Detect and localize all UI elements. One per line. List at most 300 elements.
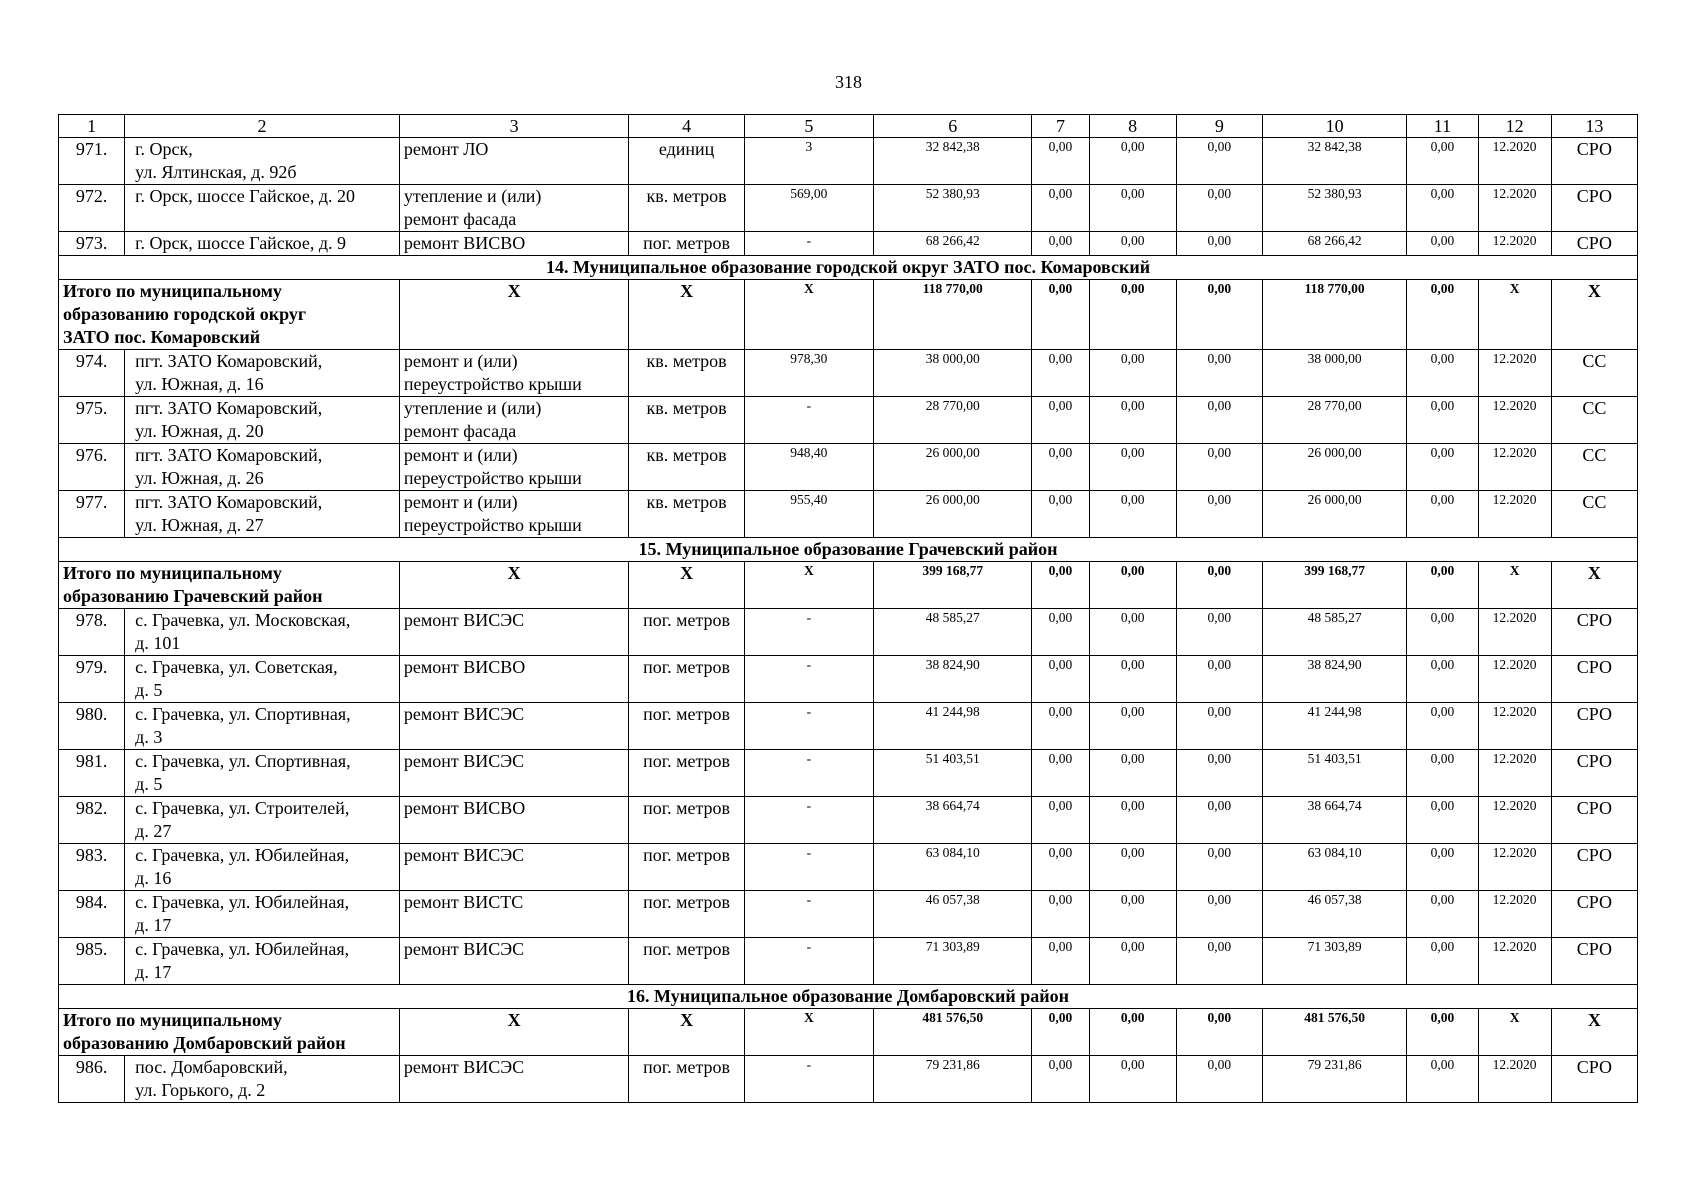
work-type-line: ремонт и (или) [403,351,518,371]
work-type-line: утепление и (или) [403,186,542,206]
address-line: д. 3 [135,727,163,747]
amount-cell: 0,00 [1407,750,1478,797]
table-row [59,232,1638,256]
method-cell: СРО [1551,232,1637,256]
work-type-cell [399,1056,629,1103]
unit-cell: кв. метров [629,350,744,397]
row-number: 978. [59,609,125,656]
address-cell [125,891,400,938]
address-line: г. Орск, шоссе Гайское, д. 20 [135,186,356,206]
address-line: с. Грачевка, ул. Строителей, [135,798,350,818]
table-row [59,138,1638,185]
unit-cell: пог. метров [629,656,744,703]
address-line: ул. Южная, д. 16 [135,374,264,394]
address-line: пгт. ЗАТО Комаровский, [135,492,323,512]
address-line: д. 5 [135,774,163,794]
method-cell: X [1551,562,1637,609]
amount-cell: 0,00 [1407,444,1478,491]
amount-cell: 0,00 [1407,491,1478,538]
work-type-cell [399,138,629,185]
total-row [59,1009,1638,1056]
work-type-line: ремонт ВИСЭС [403,939,525,959]
column-number: 11 [1407,115,1478,138]
work-type-cell [399,232,629,256]
quantity-cell: - [744,609,873,656]
amount-cell: 0,00 [1176,703,1262,750]
quantity-cell: - [744,232,873,256]
address-line: пгт. ЗАТО Комаровский, [135,351,323,371]
table-row [59,750,1638,797]
total-label [59,562,400,609]
deadline-cell: 12.2020 [1478,185,1551,232]
address-cell [125,350,400,397]
unit-cell: пог. метров [629,232,744,256]
unit-cell: пог. метров [629,797,744,844]
deadline-cell: 12.2020 [1478,609,1551,656]
amount-cell: 0,00 [1089,656,1176,703]
amount-cell: 71 303,89 [1262,938,1406,985]
deadline-cell: 12.2020 [1478,656,1551,703]
deadline-cell: 12.2020 [1478,703,1551,750]
amount-cell: 0,00 [1407,609,1478,656]
amount-cell: 52 380,93 [874,185,1032,232]
amount-cell: 0,00 [1089,491,1176,538]
amount-cell: 48 585,27 [1262,609,1406,656]
amount-cell: 48 585,27 [874,609,1032,656]
amount-cell: 46 057,38 [1262,891,1406,938]
amount-cell: 0,00 [1407,797,1478,844]
row-number: 985. [59,938,125,985]
address-line: г. Орск, [135,139,193,159]
address-line: с. Грачевка, ул. Спортивная, [135,704,351,724]
row-number: 971. [59,138,125,185]
amount-cell: 32 842,38 [1262,138,1406,185]
unit-cell: кв. метров [629,397,744,444]
amount-cell: 79 231,86 [874,1056,1032,1103]
method-cell: СРО [1551,938,1637,985]
work-type-cell [399,750,629,797]
table-row [59,844,1638,891]
table-row [59,703,1638,750]
amount-cell: 28 770,00 [874,397,1032,444]
section-header-row [59,538,1638,562]
address-cell [125,444,400,491]
work-type-line: переустройство крыши [403,468,582,488]
amount-cell: 41 244,98 [874,703,1032,750]
column-number: 8 [1089,115,1176,138]
quantity-cell: - [744,844,873,891]
column-number-row [59,115,1638,138]
address-cell [125,397,400,444]
amount-cell: 0,00 [1089,703,1176,750]
amount-cell: 0,00 [1089,444,1176,491]
section-title: 15. Муниципальное образование Грачевский район [59,538,1638,562]
amount-cell: 26 000,00 [874,444,1032,491]
address-cell [125,797,400,844]
total-label-line: ЗАТО пос. Комаровский [63,327,261,347]
method-cell: СС [1551,491,1637,538]
quantity-cell: 955,40 [744,491,873,538]
amount-cell: 0,00 [1089,891,1176,938]
address-cell [125,232,400,256]
address-line: ул. Южная, д. 20 [135,421,264,441]
amount-cell: 0,00 [1032,350,1089,397]
table-row [59,1056,1638,1103]
work-type-cell: X [399,562,629,609]
amount-cell: 0,00 [1176,891,1262,938]
amount-cell: 0,00 [1176,562,1262,609]
column-number: 7 [1032,115,1089,138]
amount-cell: 68 266,42 [1262,232,1406,256]
amount-cell: 0,00 [1407,844,1478,891]
address-cell [125,609,400,656]
amount-cell: 0,00 [1176,1056,1262,1103]
quantity-cell: X [744,280,873,350]
quantity-cell: - [744,891,873,938]
amount-cell: 118 770,00 [1262,280,1406,350]
amount-cell: 0,00 [1407,397,1478,444]
amount-cell: 68 266,42 [874,232,1032,256]
method-cell: СРО [1551,185,1637,232]
amount-cell: 0,00 [1032,1056,1089,1103]
amount-cell: 0,00 [1407,891,1478,938]
deadline-cell: 12.2020 [1478,938,1551,985]
address-line: пгт. ЗАТО Комаровский, [135,445,323,465]
work-type-cell [399,656,629,703]
row-number: 981. [59,750,125,797]
method-cell: СРО [1551,750,1637,797]
table-row [59,397,1638,444]
method-cell: X [1551,1009,1637,1056]
work-type-line: ремонт ВИСЭС [403,751,525,771]
address-line: д. 17 [135,915,172,935]
work-type-cell [399,491,629,538]
table-row [59,656,1638,703]
work-type-cell [399,609,629,656]
amount-cell: 38 000,00 [1262,350,1406,397]
table-row [59,797,1638,844]
work-type-line: переустройство крыши [403,374,582,394]
deadline-cell: 12.2020 [1478,444,1551,491]
address-cell [125,138,400,185]
quantity-cell: - [744,703,873,750]
amount-cell: 0,00 [1407,562,1478,609]
work-type-cell: X [399,280,629,350]
amount-cell: 0,00 [1407,1056,1478,1103]
quantity-cell: - [744,1056,873,1103]
table-row [59,938,1638,985]
row-number: 983. [59,844,125,891]
amount-cell: 26 000,00 [1262,491,1406,538]
amount-cell: 0,00 [1407,703,1478,750]
section-title: 14. Муниципальное образование городской округ ЗАТО пос. Комаровский [59,256,1638,280]
method-cell: СРО [1551,844,1637,891]
address-line: д. 5 [135,680,163,700]
table-row [59,444,1638,491]
amount-cell: 0,00 [1407,138,1478,185]
amount-cell: 52 380,93 [1262,185,1406,232]
amount-cell: 0,00 [1176,444,1262,491]
column-number: 10 [1262,115,1406,138]
amount-cell: 0,00 [1407,280,1478,350]
total-label-line: Итого по муниципальному [63,1010,282,1030]
amount-cell: 0,00 [1176,350,1262,397]
row-number: 977. [59,491,125,538]
method-cell: СРО [1551,656,1637,703]
section-header-row [59,985,1638,1009]
amount-cell: 0,00 [1089,938,1176,985]
work-type-cell [399,797,629,844]
method-cell: СРО [1551,891,1637,938]
column-number: 6 [874,115,1032,138]
total-label-line: образованию Грачевский район [63,586,323,606]
section-title: 16. Муниципальное образование Домбаровский район [59,985,1638,1009]
amount-cell: 46 057,38 [874,891,1032,938]
amount-cell: 399 168,77 [874,562,1032,609]
column-number: 4 [629,115,744,138]
amount-cell: 0,00 [1032,138,1089,185]
address-cell [125,703,400,750]
total-row [59,562,1638,609]
quantity-cell: - [744,397,873,444]
amount-cell: 0,00 [1407,656,1478,703]
work-type-line: ремонт и (или) [403,492,518,512]
amount-cell: 0,00 [1089,280,1176,350]
amount-cell: 28 770,00 [1262,397,1406,444]
work-type-line: ремонт ЛО [403,139,489,159]
work-type-line: ремонт ВИСЭС [403,845,525,865]
work-type-cell [399,444,629,491]
address-line: пос. Домбаровский, [135,1057,288,1077]
amount-cell: 0,00 [1407,1009,1478,1056]
address-line: г. Орск, шоссе Гайское, д. 9 [135,233,347,253]
amount-cell: 0,00 [1089,1056,1176,1103]
work-type-cell: X [399,1009,629,1056]
address-line: с. Грачевка, ул. Юбилейная, [135,845,350,865]
deadline-cell: 12.2020 [1478,350,1551,397]
row-number: 972. [59,185,125,232]
amount-cell: 0,00 [1032,797,1089,844]
address-line: д. 17 [135,962,172,982]
quantity-cell: 3 [744,138,873,185]
amount-cell: 38 824,90 [1262,656,1406,703]
row-number: 984. [59,891,125,938]
quantity-cell: X [744,1009,873,1056]
address-line: ул. Горького, д. 2 [135,1080,266,1100]
unit-cell: пог. метров [629,750,744,797]
unit-cell: X [629,562,744,609]
quantity-cell: - [744,797,873,844]
amount-cell: 0,00 [1407,185,1478,232]
amount-cell: 0,00 [1032,1009,1089,1056]
address-line: с. Грачевка, ул. Московская, [135,610,351,630]
amount-cell: 0,00 [1032,609,1089,656]
amount-cell: 0,00 [1176,138,1262,185]
deadline-cell: 12.2020 [1478,844,1551,891]
amount-cell: 51 403,51 [1262,750,1406,797]
amount-cell: 63 084,10 [874,844,1032,891]
row-number: 974. [59,350,125,397]
column-number: 13 [1551,115,1637,138]
work-type-cell [399,703,629,750]
method-cell: СС [1551,397,1637,444]
amount-cell: 0,00 [1176,656,1262,703]
quantity-cell: - [744,938,873,985]
column-number: 12 [1478,115,1551,138]
address-line: с. Грачевка, ул. Юбилейная, [135,939,350,959]
amount-cell: 0,00 [1089,844,1176,891]
deadline-cell: 12.2020 [1478,750,1551,797]
method-cell: СС [1551,350,1637,397]
quantity-cell: 978,30 [744,350,873,397]
method-cell: СС [1551,444,1637,491]
method-cell: СРО [1551,609,1637,656]
total-label-line: Итого по муниципальному [63,281,282,301]
amount-cell: 71 303,89 [874,938,1032,985]
amount-cell: 0,00 [1089,609,1176,656]
deadline-cell: X [1478,280,1551,350]
amount-cell: 0,00 [1176,609,1262,656]
row-number: 979. [59,656,125,703]
deadline-cell: 12.2020 [1478,1056,1551,1103]
amount-cell: 0,00 [1032,656,1089,703]
amount-cell: 0,00 [1089,750,1176,797]
amount-cell: 0,00 [1176,280,1262,350]
amount-cell: 0,00 [1032,280,1089,350]
amount-cell: 0,00 [1176,397,1262,444]
amount-cell: 0,00 [1089,562,1176,609]
amount-cell: 0,00 [1032,938,1089,985]
amount-cell: 0,00 [1176,844,1262,891]
work-type-cell [399,350,629,397]
address-line: ул. Ялтинская, д. 92б [135,162,297,182]
method-cell: СРО [1551,138,1637,185]
work-type-line: ремонт ВИСВО [403,657,526,677]
amount-cell: 38 824,90 [874,656,1032,703]
amount-cell: 0,00 [1176,185,1262,232]
unit-cell: кв. метров [629,185,744,232]
address-cell [125,938,400,985]
unit-cell: пог. метров [629,844,744,891]
method-cell: X [1551,280,1637,350]
deadline-cell: 12.2020 [1478,891,1551,938]
amount-cell: 0,00 [1176,750,1262,797]
deadline-cell: 12.2020 [1478,138,1551,185]
deadline-cell: 12.2020 [1478,397,1551,444]
amount-cell: 0,00 [1176,797,1262,844]
work-type-line: ремонт ВИСЭС [403,610,525,630]
unit-cell: пог. метров [629,609,744,656]
quantity-cell: 569,00 [744,185,873,232]
deadline-cell: 12.2020 [1478,491,1551,538]
amount-cell: 63 084,10 [1262,844,1406,891]
unit-cell: кв. метров [629,491,744,538]
amount-cell: 0,00 [1176,232,1262,256]
work-type-line: ремонт ВИСТС [403,892,524,912]
capital-repair-table [58,114,1638,1103]
amount-cell: 0,00 [1407,350,1478,397]
total-label [59,1009,400,1056]
unit-cell: единиц [629,138,744,185]
work-type-line: ремонт фасада [403,421,517,441]
address-cell [125,750,400,797]
amount-cell: 0,00 [1032,891,1089,938]
table-row [59,491,1638,538]
total-label-line: образованию Домбаровский район [63,1033,346,1053]
address-line: с. Грачевка, ул. Советская, [135,657,338,677]
quantity-cell: - [744,656,873,703]
amount-cell: 0,00 [1032,562,1089,609]
row-number: 986. [59,1056,125,1103]
unit-cell: X [629,1009,744,1056]
column-number: 1 [59,115,125,138]
address-cell [125,844,400,891]
quantity-cell: 948,40 [744,444,873,491]
method-cell: СРО [1551,703,1637,750]
address-cell [125,491,400,538]
amount-cell: 481 576,50 [874,1009,1032,1056]
amount-cell: 0,00 [1032,703,1089,750]
quantity-cell: X [744,562,873,609]
address-cell [125,1056,400,1103]
address-line: ул. Южная, д. 27 [135,515,264,535]
amount-cell: 0,00 [1032,185,1089,232]
address-line: пгт. ЗАТО Комаровский, [135,398,323,418]
row-number: 976. [59,444,125,491]
deadline-cell: X [1478,1009,1551,1056]
address-cell [125,185,400,232]
amount-cell: 0,00 [1032,844,1089,891]
address-line: д. 16 [135,868,172,888]
amount-cell: 0,00 [1089,797,1176,844]
work-type-cell [399,844,629,891]
amount-cell: 79 231,86 [1262,1056,1406,1103]
work-type-line: переустройство крыши [403,515,582,535]
work-type-cell [399,185,629,232]
work-type-cell [399,397,629,444]
row-number: 980. [59,703,125,750]
amount-cell: 0,00 [1032,444,1089,491]
amount-cell: 0,00 [1032,397,1089,444]
row-number: 973. [59,232,125,256]
table-row [59,609,1638,656]
amount-cell: 0,00 [1089,232,1176,256]
column-number: 2 [125,115,400,138]
amount-cell: 38 664,74 [1262,797,1406,844]
total-label [59,280,400,350]
amount-cell: 26 000,00 [1262,444,1406,491]
row-number: 975. [59,397,125,444]
address-line: д. 101 [135,633,181,653]
address-line: ул. Южная, д. 26 [135,468,264,488]
amount-cell: 0,00 [1089,185,1176,232]
amount-cell: 118 770,00 [874,280,1032,350]
amount-cell: 481 576,50 [1262,1009,1406,1056]
unit-cell: пог. метров [629,1056,744,1103]
amount-cell: 0,00 [1089,1009,1176,1056]
amount-cell: 41 244,98 [1262,703,1406,750]
deadline-cell: 12.2020 [1478,797,1551,844]
work-type-cell [399,938,629,985]
amount-cell: 399 168,77 [1262,562,1406,609]
amount-cell: 0,00 [1089,397,1176,444]
column-number: 3 [399,115,629,138]
page-number: 318 [835,72,862,92]
address-cell [125,656,400,703]
amount-cell: 0,00 [1176,938,1262,985]
amount-cell: 26 000,00 [874,491,1032,538]
amount-cell: 0,00 [1176,1009,1262,1056]
